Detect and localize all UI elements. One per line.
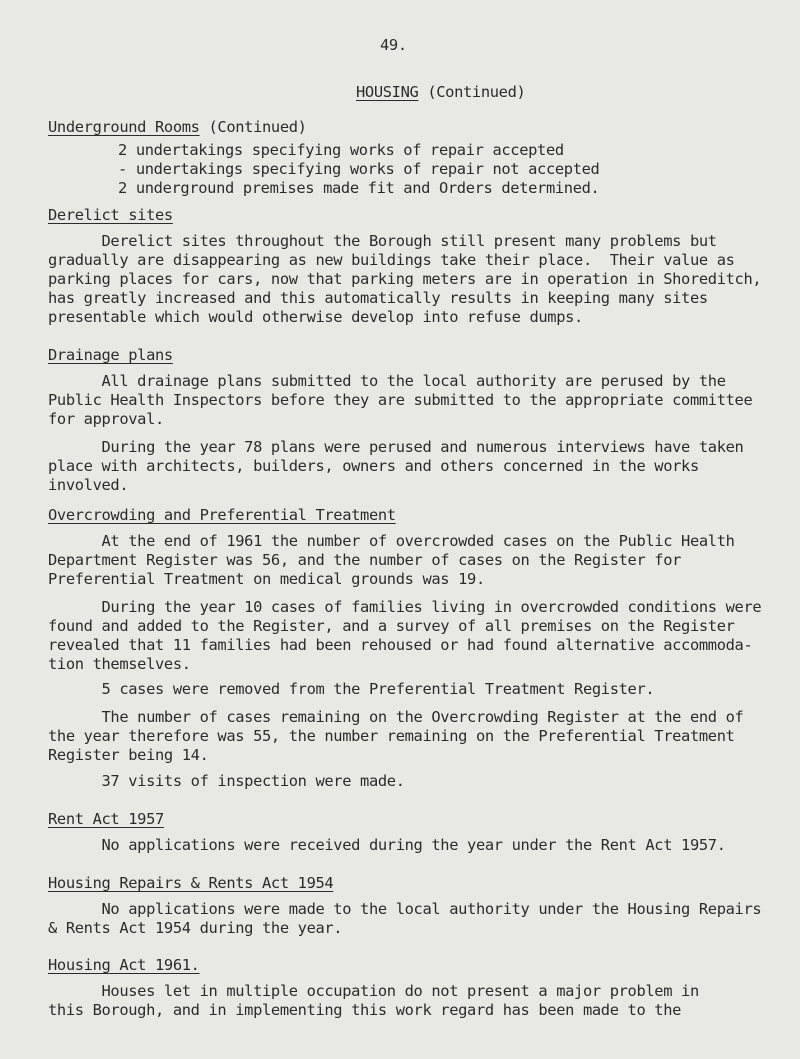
heading-housing-repairs-rents-act: Housing Repairs & Rents Act 1954: [48, 874, 334, 892]
paragraph-line: Register being 14.: [48, 746, 209, 764]
underground-line: 2 undertakings specifying works of repair accepted: [118, 141, 564, 159]
page-title-suffix: (Continued): [427, 83, 526, 101]
heading-underground-rooms: [48, 118, 307, 137]
paragraph-drainage-2: [48, 438, 788, 495]
underground-line: - undertakings specifying works of repair not accepted: [118, 160, 600, 178]
paragraph-line: revealed that 11 families had been rehoused or had found alternative accommoda-: [48, 636, 753, 654]
paragraph-line: presentable which would otherwise develop into refuse dumps.: [48, 308, 583, 326]
paragraph-housing-repairs-rents-act: [48, 900, 788, 938]
paragraph-line: 5 cases were removed from the Preferential Treatment Register.: [48, 680, 655, 698]
paragraph-line: gradually are disappearing as new buildings take their place. Their value as: [48, 251, 735, 269]
paragraph-overcrowding-5: [48, 772, 788, 791]
paragraph-overcrowding-2: [48, 598, 788, 674]
page-number: 49.: [380, 36, 407, 54]
paragraph-line: this Borough, and in implementing this work regard has been made to the: [48, 1001, 682, 1019]
paragraph-housing-act-1961: [48, 982, 788, 1020]
page-title-main: HOUSING: [356, 83, 419, 101]
paragraph-line: parking places for cars, now that parking meters are in operation in Shoreditch,: [48, 270, 762, 288]
paragraph-line: has greatly increased and this automatically results in keeping many sites: [48, 289, 708, 307]
heading-underground-rooms-suffix: (Continued): [208, 118, 307, 136]
paragraph-line: the year therefore was 55, the number remaining on the Preferential Treatment: [48, 727, 735, 745]
paragraph-line: place with architects, builders, owners and others concerned in the works: [48, 457, 699, 475]
heading-rent-act: Rent Act 1957: [48, 810, 164, 828]
heading-derelict-sites: Derelict sites: [48, 206, 173, 224]
heading-overcrowding: Overcrowding and Preferential Treatment: [48, 506, 396, 524]
paragraph-line: 37 visits of inspection were made.: [48, 772, 405, 790]
paragraph-line: All drainage plans submitted to the local authority are perused by the: [48, 372, 726, 390]
paragraph-line: Derelict sites throughout the Borough still present many problems but: [48, 232, 717, 250]
paragraph-derelict-sites: [48, 232, 788, 327]
paragraph-overcrowding-1: [48, 532, 788, 589]
underground-line: 2 underground premises made fit and Orders determined.: [118, 179, 600, 197]
paragraph-line: tion themselves.: [48, 655, 191, 673]
paragraph-line: During the year 78 plans were perused and numerous interviews have taken: [48, 438, 744, 456]
paragraph-line: The number of cases remaining on the Overcrowding Register at the end of: [48, 708, 744, 726]
paragraph-line: Public Health Inspectors before they are submitted to the appropriate committee: [48, 391, 753, 409]
paragraph-rent-act: [48, 836, 788, 855]
paragraph-line: No applications were received during the year under the Rent Act 1957.: [48, 836, 726, 854]
paragraph-overcrowding-3: [48, 680, 788, 699]
paragraph-line: found and added to the Register, and a survey of all premises on the Register: [48, 617, 735, 635]
paragraph-line: Preferential Treatment on medical grounds was 19.: [48, 570, 485, 588]
heading-underground-rooms-text: Underground Rooms: [48, 118, 200, 136]
paragraph-drainage-1: [48, 372, 788, 429]
heading-housing-act-1961: Housing Act 1961.: [48, 956, 200, 974]
paragraph-line: At the end of 1961 the number of overcrowded cases on the Public Health: [48, 532, 735, 550]
paragraph-overcrowding-4: [48, 708, 788, 765]
paragraph-line: Department Register was 56, and the number of cases on the Register for: [48, 551, 682, 569]
paragraph-line: No applications were made to the local authority under the Housing Repairs: [48, 900, 762, 918]
paragraph-line: Houses let in multiple occupation do not present a major problem in: [48, 982, 699, 1000]
page-title: [356, 83, 525, 102]
heading-drainage-plans: Drainage plans: [48, 346, 173, 364]
paragraph-line: & Rents Act 1954 during the year.: [48, 919, 343, 937]
paragraph-line: for approval.: [48, 410, 164, 428]
paragraph-line: involved.: [48, 476, 129, 494]
paragraph-line: During the year 10 cases of families living in overcrowded conditions were: [48, 598, 762, 616]
